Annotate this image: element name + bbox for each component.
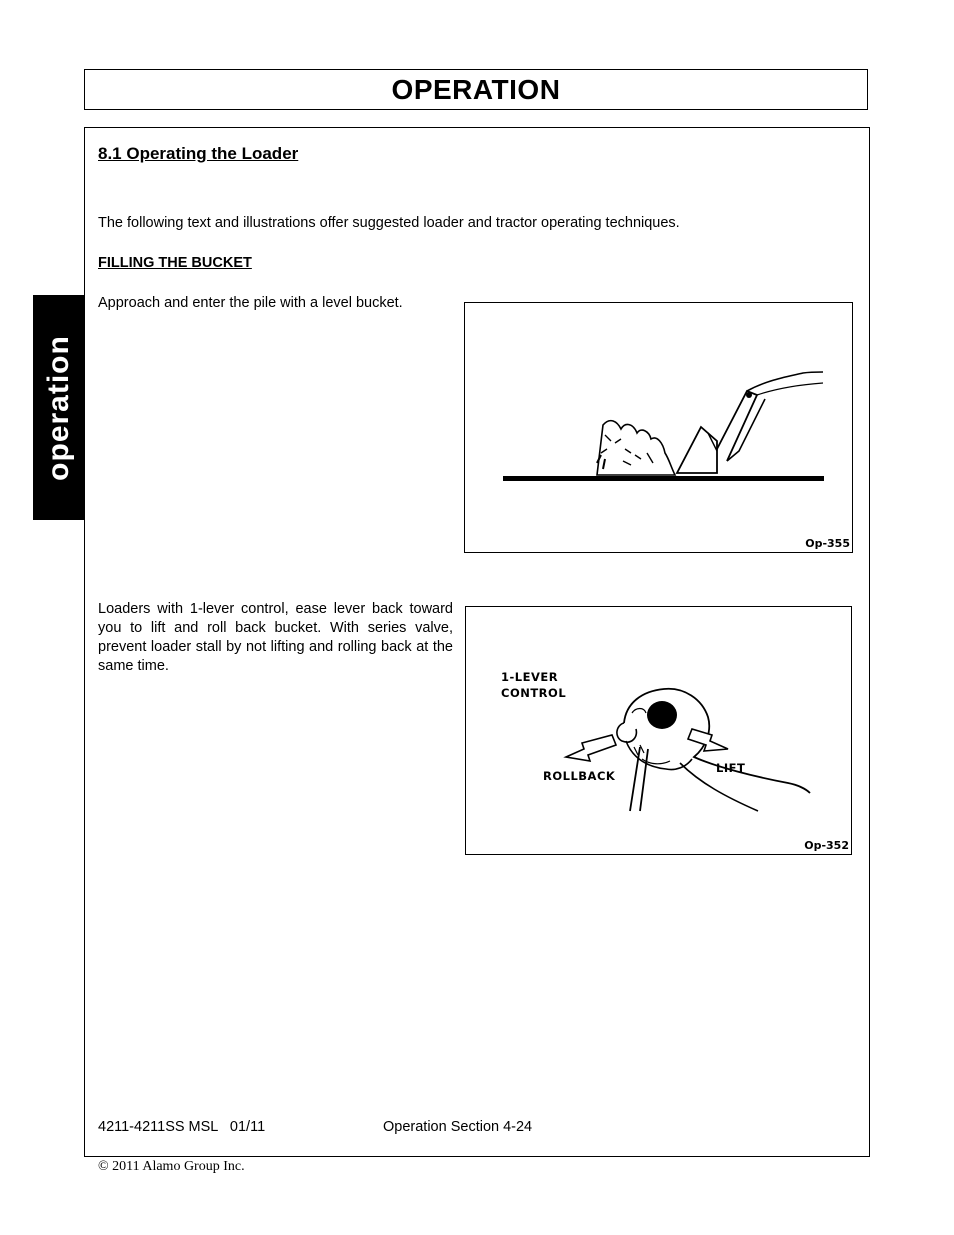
hand-lever-illustration — [466, 607, 851, 854]
section-heading: 8.1 Operating the Loader — [98, 144, 299, 163]
page-header — [84, 69, 868, 110]
ground-line — [503, 476, 824, 481]
lift-label: LIFT — [716, 761, 746, 775]
rollback-arrow — [566, 735, 616, 761]
rollback-label: ROLLBACK — [543, 769, 616, 783]
control-label-line2: CONTROL — [501, 686, 567, 700]
loader-pile-illustration — [465, 303, 852, 552]
approach-paragraph: Approach and enter the pile with a level bucket. — [98, 295, 403, 311]
tractor-hood-lower — [757, 383, 823, 395]
arm-pivot — [746, 392, 752, 398]
section-side-tab — [33, 295, 85, 520]
control-label-line1: 1-LEVER — [501, 670, 559, 684]
footer-doc-id: 4211-4211SS MSL 01/11 — [98, 1119, 266, 1135]
side-tab-label: operation — [42, 334, 75, 481]
thumb — [617, 723, 636, 742]
figure-code: Op-355 — [805, 537, 850, 550]
loader-bucket — [677, 427, 717, 473]
lever-control-paragraph: Loaders with 1-lever control, ease lever back toward you to lift and roll back bucket. With series valve, prevent loader stall by not lifting and rolling back at the same time. — [98, 601, 453, 674]
lever-knob — [647, 701, 677, 729]
bucket-rib — [708, 433, 717, 451]
figure-lever-control — [465, 606, 852, 855]
filling-bucket-heading: FILLING THE BUCKET — [98, 255, 252, 271]
intro-paragraph: The following text and illustrations offer suggested loader and tractor operating techniques. — [98, 215, 680, 231]
figure-loader-approach — [464, 302, 853, 553]
figure-code: Op-352 — [804, 839, 849, 852]
copyright-notice: © 2011 Alamo Group Inc. — [98, 1159, 245, 1174]
hand-back — [624, 689, 810, 793]
loader-cylinder — [727, 399, 765, 461]
lever-shaft — [630, 747, 648, 811]
page-title: OPERATION — [391, 73, 561, 105]
material-pile — [597, 421, 675, 475]
knuckle — [632, 709, 646, 714]
pile-texture — [601, 435, 653, 465]
footer-section-page: Operation Section 4-24 — [383, 1119, 533, 1135]
